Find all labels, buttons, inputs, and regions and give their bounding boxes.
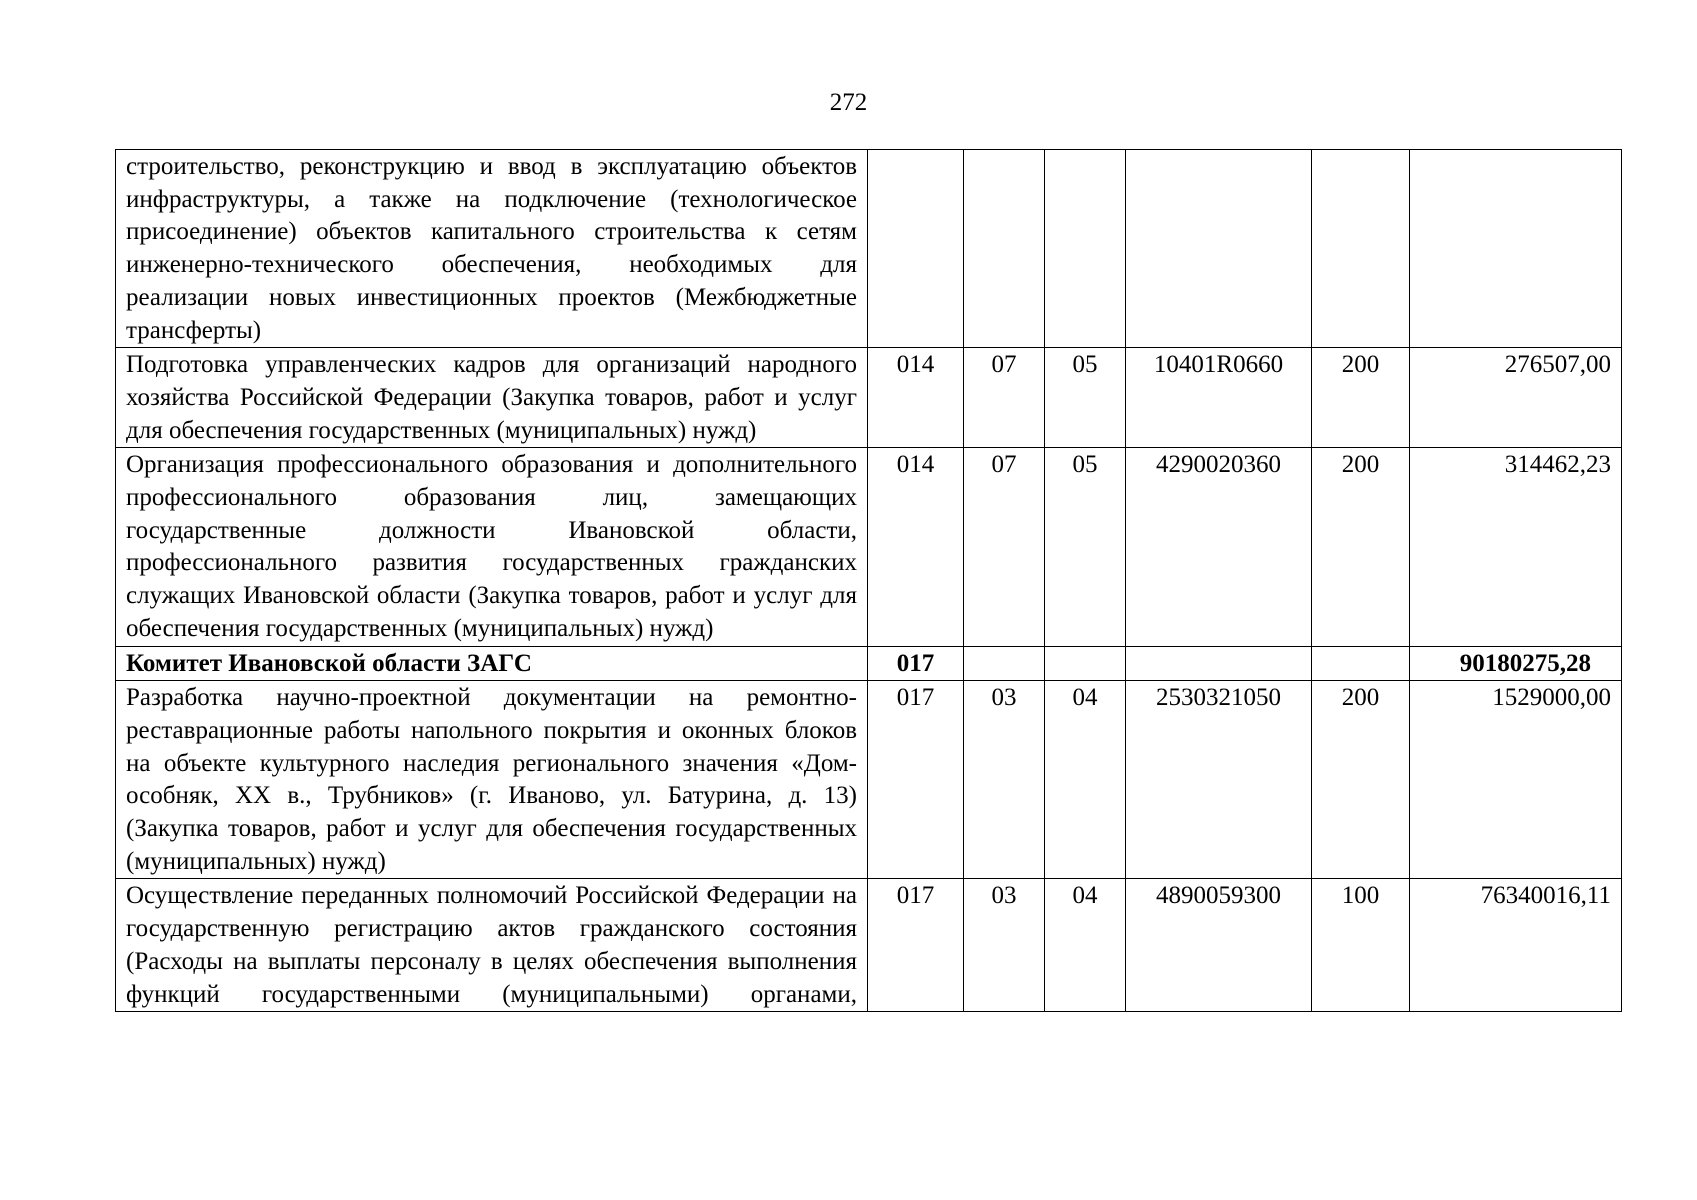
expense-type-cell: 200	[1312, 681, 1410, 879]
table-row	[116, 681, 1622, 879]
subsection-cell	[1045, 150, 1126, 348]
target-article-cell	[1126, 150, 1312, 348]
amount-cell	[1410, 150, 1622, 348]
expense-type-cell: 100	[1312, 879, 1410, 1012]
target-article-cell: 4890059300	[1126, 879, 1312, 1012]
ved-code-cell: 017	[868, 681, 964, 879]
row-description: Подготовка управленческих кадров для организаций народного хозяйства Российской Федерации (Закупка товаров, работ и услуг для обеспечения государственных (муниципальных) нужд)	[116, 348, 868, 448]
table-row	[116, 150, 1622, 348]
table-row-total	[116, 646, 1622, 681]
target-article-cell	[1126, 646, 1312, 681]
row-description: Разработка научно-проектной документации на ремонтно-реставрационные работы напольного покрытия и оконных блоков на объекте культурного наследия регионального значения «Дом-особняк, XX в., Трубников» (г. Иваново, ул. Батурина, д. 13) (Закупка товаров, работ и услуг для обеспечения государственных (муниципальных) нужд)	[116, 681, 868, 879]
expense-type-cell	[1312, 150, 1410, 348]
section-cell	[964, 150, 1045, 348]
table-row	[116, 879, 1622, 1012]
amount-cell: 76340016,11	[1410, 879, 1622, 1012]
section-cell	[964, 646, 1045, 681]
subsection-cell: 04	[1045, 879, 1126, 1012]
page-number: 272	[829, 89, 868, 116]
amount-cell: 276507,00	[1410, 348, 1622, 448]
row-description: строительство, реконструкцию и ввод в эксплуатацию объектов инфраструктуры, а также на подключение (технологическое присоединение) объектов капитального строительства к сетям инженерно-технического обеспечения, необходимых для реализации новых инвестиционных проектов (Межбюджетные трансферты)	[116, 150, 868, 348]
expense-type-cell: 200	[1312, 448, 1410, 646]
amount-cell: 314462,23	[1410, 448, 1622, 646]
ved-code-cell: 017	[868, 879, 964, 1012]
subsection-cell: 05	[1045, 448, 1126, 646]
target-article-cell: 10401R0660	[1126, 348, 1312, 448]
section-cell: 03	[964, 879, 1045, 1012]
budget-table	[115, 149, 1622, 1012]
amount-cell: 90180275,28	[1410, 646, 1622, 681]
expense-type-cell	[1312, 646, 1410, 681]
row-description: Комитет Ивановской области ЗАГС	[116, 646, 868, 681]
ved-code-cell: 014	[868, 448, 964, 646]
subsection-cell	[1045, 646, 1126, 681]
table-row	[116, 348, 1622, 448]
table-row	[116, 448, 1622, 646]
target-article-cell: 2530321050	[1126, 681, 1312, 879]
section-cell: 07	[964, 348, 1045, 448]
section-cell: 03	[964, 681, 1045, 879]
row-description: Осуществление переданных полномочий Российской Федерации на государственную регистрацию актов гражданского состояния (Расходы на выплаты персоналу в целях обеспечения выполнения функций государственными (муниципальными) органами,	[116, 879, 868, 1012]
target-article-cell: 4290020360	[1126, 448, 1312, 646]
amount-cell: 1529000,00	[1410, 681, 1622, 879]
section-cell: 07	[964, 448, 1045, 646]
ved-code-cell	[868, 150, 964, 348]
subsection-cell: 05	[1045, 348, 1126, 448]
expense-type-cell: 200	[1312, 348, 1410, 448]
ved-code-cell: 014	[868, 348, 964, 448]
ved-code-cell: 017	[868, 646, 964, 681]
row-description: Организация профессионального образования и дополнительного профессионального образования лиц, замещающих государственные должности Ивановской области, профессионального развития государственных гражданских служащих Ивановской области (Закупка товаров, работ и услуг для обеспечения государственных (муниципальных) нужд)	[116, 448, 868, 646]
subsection-cell: 04	[1045, 681, 1126, 879]
